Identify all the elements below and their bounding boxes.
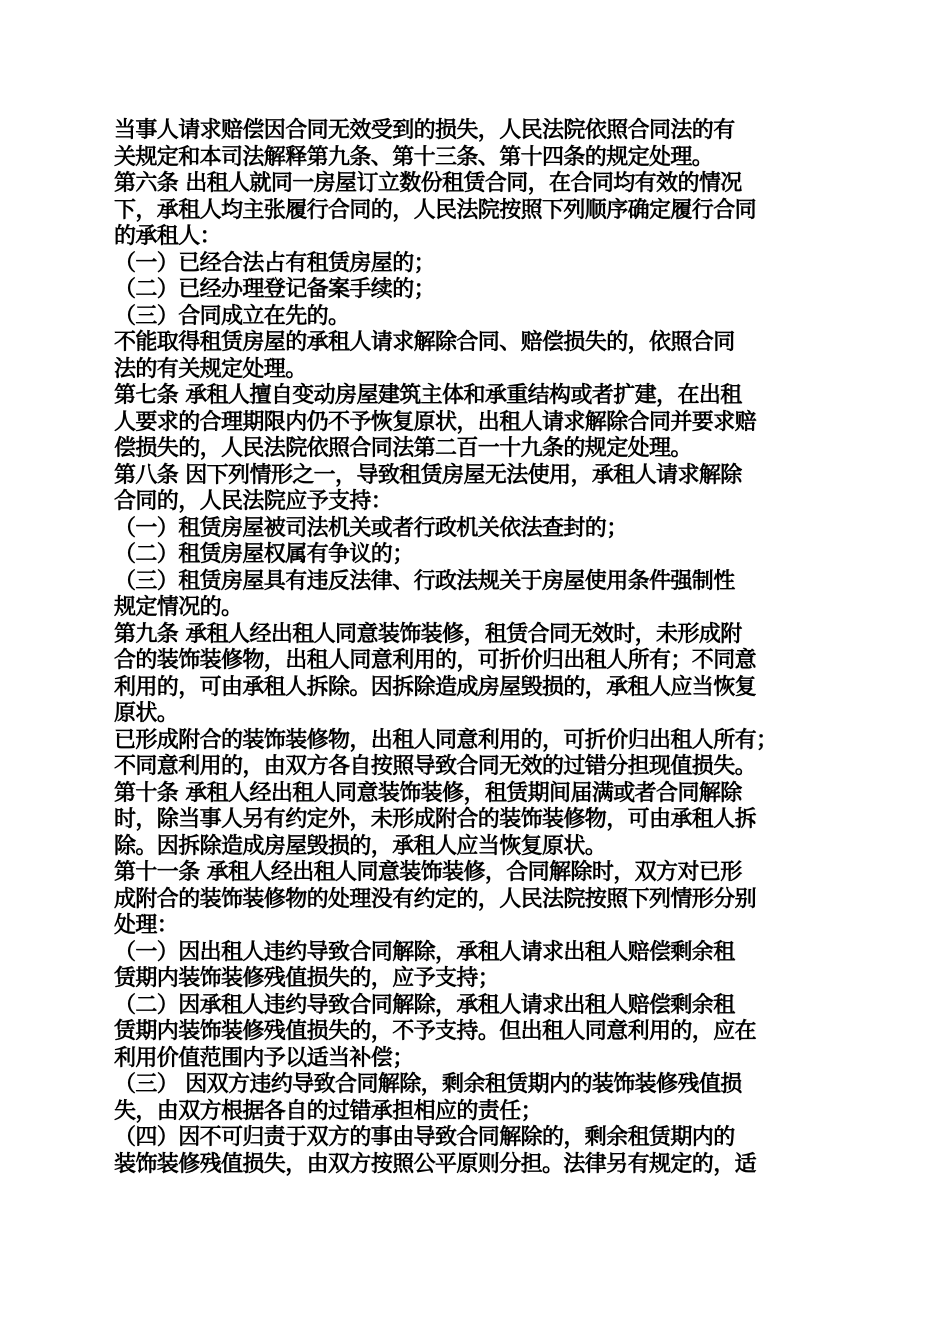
text-line: （二）租赁房屋权属有争议的； [114, 542, 414, 567]
text-line: 第十一条 承租人经出租人同意装饰装修，合同解除时，双方对已形 [114, 860, 742, 885]
text-line: 除。因拆除造成房屋毁损的，承租人应当恢复原状。 [114, 833, 607, 859]
text-line: 成附合的装饰装修物的处理没有约定的，人民法院按照下列情形分别 [114, 886, 757, 912]
text-line: 的承租人： [114, 224, 222, 249]
text-line: 第九条 承租人经出租人同意装饰装修，租赁合同无效时，未形成附 [114, 621, 742, 647]
text-line: 已形成附合的装饰装修物，出租人同意利用的，可折价归出租人所有； [114, 727, 778, 753]
text-line: （三） 因双方违约导致合同解除，剩余租赁期内的装饰装修残值损 [114, 1072, 742, 1097]
text-line: 关规定和本司法解释第九条、第十三条、第十四条的规定处理。 [114, 144, 714, 170]
text-line: 第八条 因下列情形之一，导致租赁房屋无法使用，承租人请求解除 [114, 462, 742, 488]
text-line: （二）因承租人违约导致合同解除，承租人请求出租人赔偿剩余租 [114, 992, 735, 1018]
text-line: 第六条 出租人就同一房屋订立数份租赁合同，在合同均有效的情况 [114, 171, 742, 196]
text-line: 第十条 承租人经出租人同意装饰装修，租赁期间届满或者合同解除 [114, 780, 742, 806]
text-line: 利用价值范围内予以适当补偿； [114, 1045, 414, 1071]
text-line: 第七条 承租人擅自变动房屋建筑主体和承重结构或者扩建，在出租 [114, 383, 742, 408]
text-line: 合同的，人民法院应予支持： [114, 489, 393, 514]
text-line: 合的装饰装修物，出租人同意利用的，可折价归出租人所有；不同意 [114, 648, 757, 673]
text-line: 失，由双方根据各自的过错承担相应的责任； [114, 1098, 543, 1124]
text-line: 赁期内装饰装修残值损失的，不予支持。但出租人同意利用的，应在 [114, 1019, 757, 1044]
text-line: 赁期内装饰装修残值损失的，应予支持； [114, 966, 500, 991]
text-line: （一）已经合法占有租赁房屋的； [114, 250, 436, 276]
text-line: 不能取得租赁房屋的承租人请求解除合同、赔偿损失的，依照合同 [114, 330, 735, 355]
text-line: 原状。 [114, 701, 179, 726]
text-line: 人要求的合理期限内仍不予恢复原状，出租人请求解除合同并要求赔 [114, 409, 757, 435]
text-line: 规定情况的。 [114, 595, 243, 620]
text-line: 不同意利用的，由双方各自按照导致合同无效的过错分担现值损失。 [114, 754, 757, 779]
text-line: 处理： [114, 913, 179, 938]
text-line: 法的有关规定处理。 [114, 356, 307, 382]
text-line: （二）已经办理登记备案手续的； [114, 277, 436, 302]
text-line: （四）因不可归责于双方的事由导致合同解除的，剩余租赁期内的 [114, 1125, 735, 1150]
text-line: （三）合同成立在先的。 [114, 303, 350, 329]
text-line: 时，除当事人另有约定外，未形成附合的装饰装修物，可由承租人拆 [114, 807, 757, 832]
text-line: （一）租赁房屋被司法机关或者行政机关依法查封的； [114, 515, 628, 541]
text-line: 装饰装修残值损失，由双方按照公平原则分担。法律另有规定的，适 [114, 1151, 757, 1177]
document-body [114, 118, 849, 1178]
text-line: 利用的，可由承租人拆除。因拆除造成房屋毁损的，承租人应当恢复 [114, 674, 757, 700]
text-line: 下，承租人均主张履行合同的，人民法院按照下列顺序确定履行合同 [114, 197, 757, 223]
text-line: （三）租赁房屋具有违反法律、行政法规关于房屋使用条件强制性 [114, 568, 735, 594]
text-line: 当事人请求赔偿因合同无效受到的损失，人民法院依照合同法的有 [114, 118, 735, 143]
text-line: （一）因出租人违约导致合同解除，承租人请求出租人赔偿剩余租 [114, 939, 735, 965]
text-line: 偿损失的，人民法院依照合同法第二百一十九条的规定处理。 [114, 436, 692, 461]
